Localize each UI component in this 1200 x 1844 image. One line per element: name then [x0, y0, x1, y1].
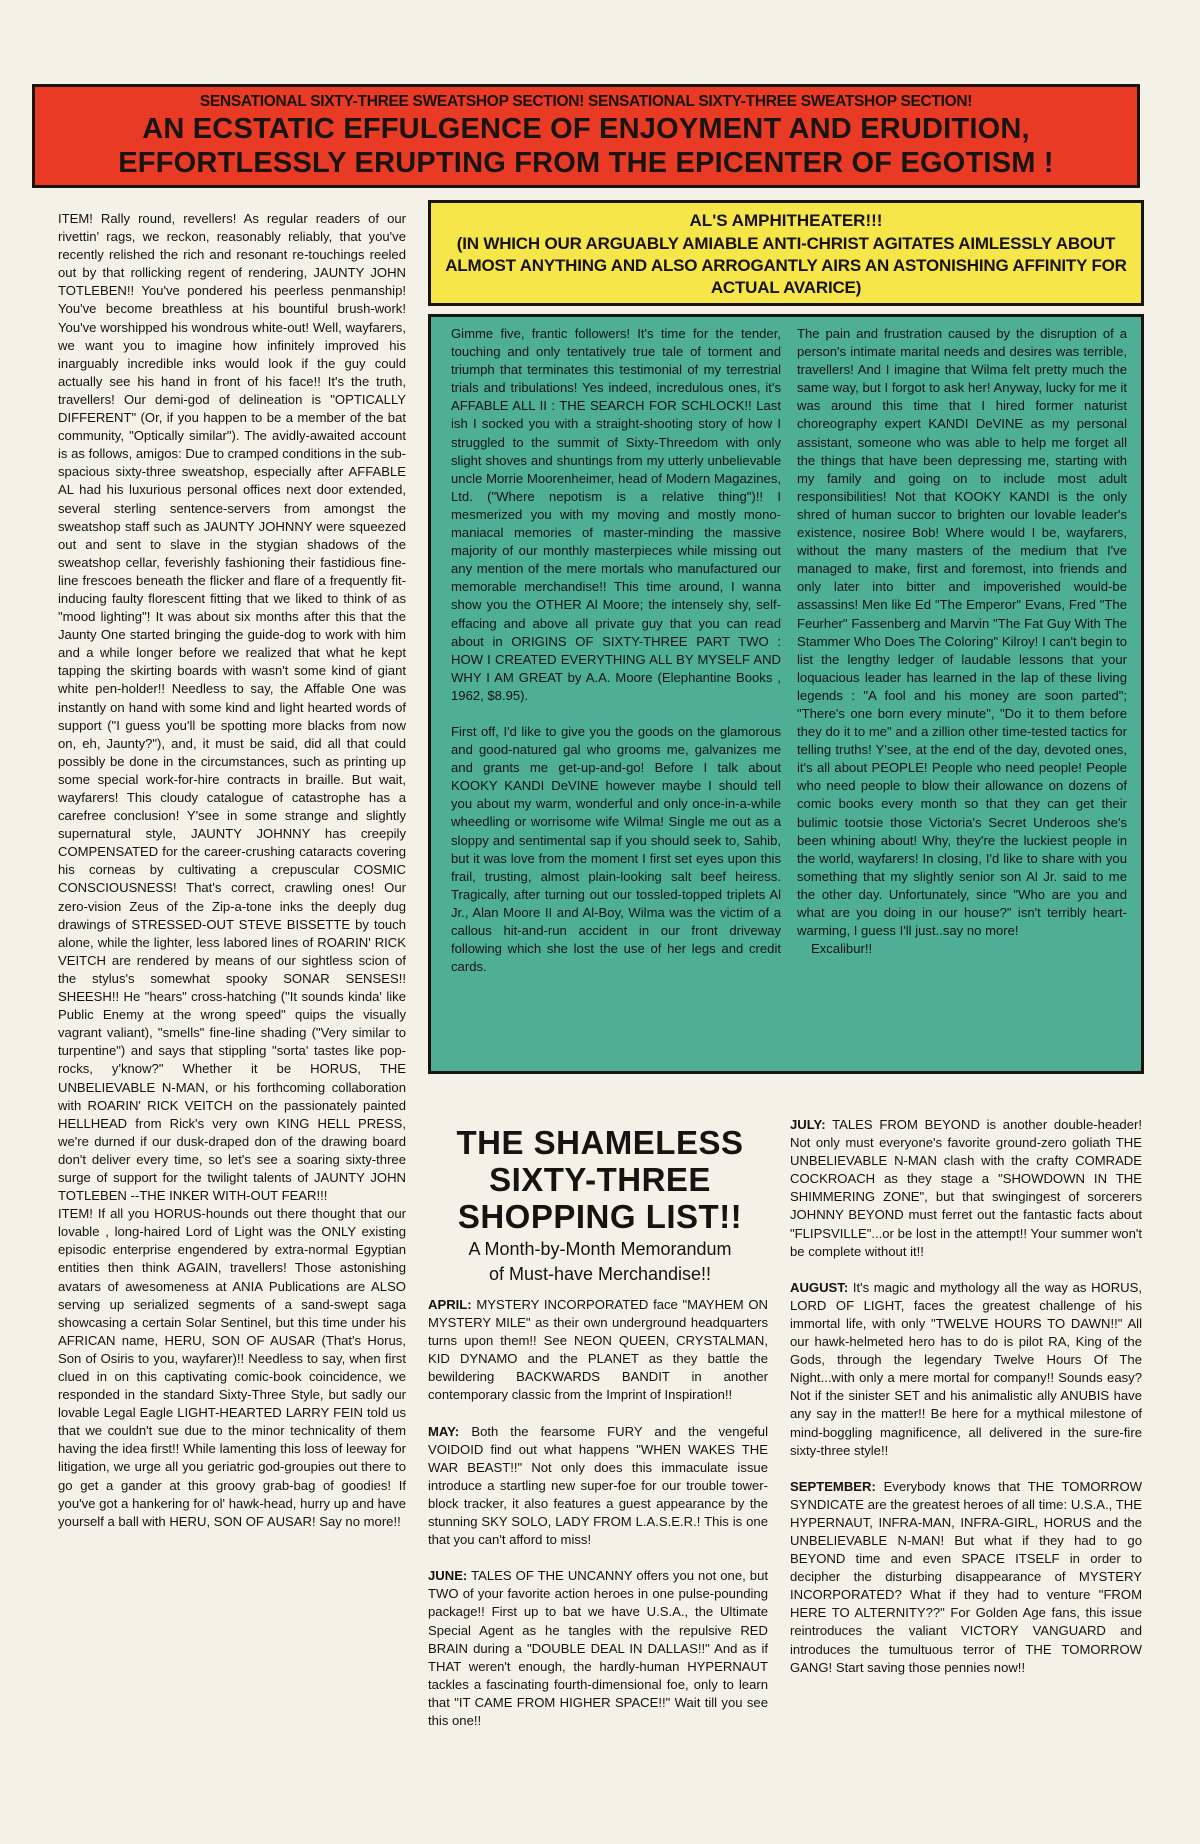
- month-label-june: JUNE:: [428, 1568, 468, 1584]
- left-column: [58, 210, 406, 1531]
- shopping-subtitle-1: A Month-by-Month Memorandum: [468, 1239, 732, 1259]
- month-label-september: SEPTEMBER:: [790, 1478, 876, 1494]
- shopping-title-line-3: SHOPPING LIST!!: [457, 1198, 743, 1235]
- listing-july-text: TALES FROM BEYOND is another double-header! Not only must everyone's favorite ground-zero goliath THE UNBELIEVABLE N-MAN clash with the crafty COMRADE COCKROACH as they stage a "SHOWDOWN IN THE SHIMMERING ZONE", but that swingingest of sorcerers JOHNNY BEYOND must ferret out the fantastic facts about "FLIPSVILLE"...or be lost in the attempt!! Your summer won't be complete without it!!: [790, 1117, 1142, 1259]
- listing-june-text: TALES OF THE UNCANNY offers you not one, but TWO of your favorite action heroes in one pulse-pounding package!! First up to bat we have U.S.A., the Ultimate Special Agent as he tangles with the repulsive RED BRAIN during a "DOUBLE DEAL IN DALLAS!!" And as if THAT weren't enough, the hardly-human HYPERNAUT tackles a fascinating fourth-dimensional foe, only to learn that "IT CAME FROM HIGHER SPACE!!" Wait till you see this one!!: [428, 1568, 768, 1728]
- listing-september-text: Everybody knows that THE TOMORROW SYNDICATE are the greatest heroes of all time: U.S.A., THE HYPERNAUT, INFRA-MAN, INFRA-GIRL, HORUS and the UNBELIEVABLE N-MAN! But what if they had to go BEYOND time and even SPACE ITSELF in order to decipher the disturbing disappearance of MYSTERY INCORPORATED? What if they had to venture "FROM HERE TO ALTERNITY??" For Golden Age fans, this issue reintroduces the valiant VICTORY VANGUARD and introduces the tumultuous terror of THE TOMORROW GANG! Start saving those pennies now!!: [790, 1478, 1142, 1675]
- shopping-column-middle: [428, 1296, 768, 1730]
- month-label-august: AUGUST:: [790, 1279, 849, 1295]
- amphitheater-paragraph-3: The pain and frustration caused by the disruption of a person's intimate marital needs and desires was terrible, travellers! And I imagine that Wilma felt pretty much the same way, but I forgot to ask her! Anyway, lucky for me it was around this time that I hired former naturist choreography expert KANDI DeVINE as my personal assistant, someone who was able to help me forget all the things that have been depressing me, starting with my family and going on to include most adult responsibilities! Not that KOOKY KANDI is the only shred of human succor to brighten our lovable leader's existence, nosiree Bob! Where would I be, wayfarers, without the many masters of the medium that I've managed to make, first and foremost, into friends and only later into bitter and impoverished would-be assassins! Men like Ed "The Emperor" Evans, Fred "The Feurher" Fassenberg and Marvin "The Fat Guy With The Stammer Who Does The Coloring" Kilroy! I can't begin to list the lengthy ledger of laudable lessons that your loquacious leader has learned in the lap of these living legends : "A fool and his money are soon parted"; "There's one born every minute", "Do it to them before they do it to me" and a zillion other time-tested tactics for telling truths! Y'see, at the end of the day, devoted ones, it's all about PEOPLE! People who need people! People who need people to blow their allowance on dozens of comic books every month so that they can get their bulimic tootsie those Victoria's Secret Underoos she's been whining about! Why, they're the luckiest people in the world, wayfarers! In closing, I'd like to share with you something that my slightly senior son Al Jr. said to me the other day. Unfortunately, since "Who are you and what are you doing in our house?" isn't terribly heart-warming, I guess I'll just..say no more!: [797, 326, 1127, 939]
- shopping-column-right: [790, 1116, 1142, 1677]
- amphitheater-panel: [428, 314, 1144, 1074]
- listing-may-text: Both the fearsome FURY and the vengeful VOIDOID find out what happens "WHEN WAKES THE WAR BEAST!!" Not only does this immaculate issue introduce a startling new super-foe for our trouble tower-block tracker, it also features a guest appearance by the stunning SKY SOLO, LADY FROM L.A.S.E.R.! This is one that you can't afford to miss!: [428, 1423, 768, 1548]
- amphitheater-paragraph-2: First off, I'd like to give you the goods on the glamorous and good-natured gal who grooms me, galvanizes me and grants me get-up-and-go! Before I talk about KOOKY KANDI DeVINE however maybe I should tell you about my warm, wonderful and only once-in-a-while wheedling or worrisome wife Wilma! Single me out as a sloppy and sentimental sap if you should seek to, Sahib, but it was love from the moment I first set eyes upon this frail, trusting, almost plain-looking salt beef heiress. Tragically, after turning out our tossled-topped triplets Al Jr., Alan Moore II and Al-Boy, Wilma was the victim of a callous hit-and-run accident in our front driveway following which she lost the use of her legs and credit cards.: [451, 723, 781, 975]
- shopping-subtitle-2: of Must-have Merchandise!!: [488, 1264, 712, 1284]
- listing-may: [428, 1423, 768, 1550]
- amphitheater-column-1: [451, 325, 781, 976]
- amphitheater-header: [428, 200, 1144, 306]
- listing-august-text: It's magic and mythology all the way as HORUS, LORD OF LIGHT, faces the greatest challenge of his immortal life, with only "TWELVE HOURS TO DAWN!!" All our hawk-helmeted hero has to do is pilot RA, King of the Gods, through the legendary Twelve Hours Of The Night...with only a mere mortal for company!! Sounds easy? Not if the sinister SET and his animalistic ally ANUBIS have any say in the matter!! Be here for a mythical milestone of mind-boggling magnificence, all delivered in the sure-fire sixty-three style!!: [790, 1279, 1142, 1458]
- listing-april: [428, 1296, 768, 1405]
- listing-august: [790, 1279, 1142, 1460]
- banner-kicker: SENSATIONAL SIXTY-THREE SWEATSHOP SECTION! SENSATIONAL SIXTY-THREE SWEATSHOP SECTION!: [199, 93, 973, 110]
- banner-headline-2: EFFORTLESSLY ERUPTING FROM THE EPICENTER OF EGOTISM !: [118, 147, 1054, 179]
- item-paragraph-1: ITEM! Rally round, revellers! As regular readers of our rivettin' rags, we reckon, reasonably reliably, that you've recently relished the rich and resonant re-touchings reeled out by that rollicking regent of rendering, JAUNTY JOHN TOTLEBEN!! You've pondered his peerless penmanship! You've become breathless at his bountiful brush-work! You've worshipped his wondrous white-out! Well, wayfarers, we want you to imagine how infinitely improved his inarguably incredible inks would look if the guy could actually see his hand in front of his face!! It's the truth, travellers! Our demi-god of delineation is "OPTICALLY DIFFERENT" (Or, if you happen to be a member of the bat community, "Optically similar"). The avidly-awaited account is as follows, amigos: Due to cramped conditions in the sub-spacious sixty-three sweatshop, especially after AFFABLE AL had his luxurious personal offices next door extended, several sterling sentence-servers from amongst the sweatshop staff such as JAUNTY JOHNNY were squeezed out and sent to slave in the stygian shadows of the sweatshop cellar, feverishly fashioning their fastidious fine-line frescoes beneath the flicker and flare of a frequently fit-inducing faulty florescent fitting that we liked to think of as "mood lighting"! It was about six months after this that the Jaunty One started bringing the guide-dog to work with him and a while longer before we realized that what he kept tapping the skirting boards with wasn't some kind of giant white pen-holder!! Needless to say, the Affable One was instantly on hand with some kind and light hearted words of support ("I guess you'll be spotting more blacks from now on, eh, Jaunty?"), and, it must be said, did all that could possibly be done in the circumstances, such as printing up some special work-for-hire contracts in braille. But wait, wayfarers! This cloudy catalogue of catastrophe has a carefree conclusion! Y'see in some strange and slightly supernatural style, JAUNTY JOHNNY has creepily COMPENSATED for the career-crushing cataracts covering his corneas by cultivating a crepuscular COSMIC CONSCIOUSNESS! That's correct, crawling ones! Our zero-vision Zeus of the Zip-a-tone inks the deeply dug drawings of STRESSED-OUT STEVE BISSETTE by touch alone, while the lighter, less labored lines of ROARIN' RICK VEITCH are rendered by means of our sightless scion of the stylus's somewhat spooky SONAR SENSES!! SHEESH!! He "hears" cross-hatching ("It sounds kinda' like Public Enemy at the wrong speed" quips the visually vagrant valiant), "smells" fine-line shading ("Very similar to turpentine") and says that stippling "sorta' tastes like pop-rocks, y'know?" Whether it be HORUS, THE UNBELIEVABLE N-MAN, or his forthcoming collaboration with ROARIN' RICK VEITCH on the passionately painted HELLHEAD from Rick's very own KING HELL PRESS, we're durned if our dusk-draped don of the drawing board don't deliver every time, so let's see a soaring sixty-three surge of support for the twilight talents of JAUNTY JOHN TOTLEBEN --THE INKER WITH-OUT FEAR!!!: [58, 211, 406, 1204]
- amphitheater-column-2: [797, 325, 1127, 958]
- amphitheater-title: AL'S AMPHITHEATER!!!: [689, 211, 883, 230]
- banner-headline-1: AN ECSTATIC EFFULGENCE OF ENJOYMENT AND ERUDITION,: [142, 113, 1030, 145]
- listing-april-text: MYSTERY INCORPORATED face "MAYHEM ON MYSTERY MILE" as their own underground headquarters turns upon them!! See NEON QUEEN, CRYSTALMAN, KID DYNAMO and the PLANET as they battle the bewildering BACKWARDS BANDIT in another contemporary classic from the Imprint of Inspiration!!: [428, 1297, 768, 1403]
- amphitheater-subtitle: (IN WHICH OUR ARGUABLY AMIABLE ANTI-CHRIST AGITATES AIMLESSLY ABOUT ALMOST ANYTHING AND ALSO ARROGANTLY AIRS AN ASTONISHING AFFINITY FOR ACTUAL AVARICE): [445, 234, 1127, 297]
- month-label-july: JULY:: [790, 1117, 826, 1132]
- listing-june: [428, 1567, 768, 1730]
- shopping-title-line-1: THE SHAMELESS: [456, 1124, 744, 1161]
- amphitheater-paragraph-1: Gimme five, frantic followers! It's time for the tender, touching and only tentatively true tale of torment and triumph that terminates this testimonial of my terrestrial trials and tribulations! Yes indeed, incredulous ones, it's AFFABLE ALL II : THE SEARCH FOR SCHLOCK!! Last ish I socked you with a straight-shooting story of how I struggled to the summit of Sixty-Threedom with only slight shoves and shuntings from my utterly unbelievable uncle Morrie Moorenheimer, head of Modern Magazines, Ltd. ("Where nepotism is a relative thing")!! I mesmerized you with my moving and mostly mono-maniacal memories of master-minding the massive majority of our monthly masterpieces while missing out any mention of the mere mortals who manufactured our memorable merchandise!! This time around, I wanna show you the OTHER Al Moore; the intensely shy, self-effacing and above all private guy that you can read about in ORIGINS OF SIXTY-THREE PART TWO : HOW I CREATED EVERYTHING ALL BY MYSELF AND WHY I AM GREAT by A.A. Moore (Elephantine Books , 1962, $8.95).: [451, 326, 781, 703]
- listing-july: [790, 1116, 1142, 1261]
- amphitheater-signoff: Excalibur!!: [811, 941, 873, 957]
- listing-september: [790, 1478, 1142, 1677]
- item-paragraph-2: ITEM! If all you HORUS-hounds out there thought that our lovable , long-haired Lord of Light was the ONLY existing episodic enterprise engendered by extra-normal Egyptian entities then think AGAIN, travellers! Those astonishing avatars of awesomeness at ANIA Publications are ALSO serving up serialized segments of a sand-swept saga showcasing a certain Solar Sentinel, but this time under his AFRICAN name, HERU, SON OF AUSAR (That's Horus, Son of Osiris to you, wayfarer)!! Needless to say, when first clued in on this captivating comic-book coincidence, we responded in the standard Sixty-Three Style, but sadly our lovable Legal Eagle LIGHT-HEARTED LARRY FEIN told us that we couldn't sue due to the minor technicality of them having the idea first!! While lamenting this loss of leeway for litigation, we urge all you geriatric god-groupies out there to go get a gander at this groovy grab-bag of goodies! If you've got a hankering for ol' hawk-head, hurry up and have yourself a ball with HERU, SON OF AUSAR! Say no more!!: [58, 1206, 406, 1529]
- month-label-may: MAY:: [428, 1423, 460, 1439]
- section-banner: [32, 84, 1140, 188]
- month-label-april: APRIL:: [428, 1297, 472, 1312]
- shopping-list-heading: [440, 1124, 760, 1285]
- shopping-title-line-2: SIXTY-THREE: [489, 1161, 711, 1198]
